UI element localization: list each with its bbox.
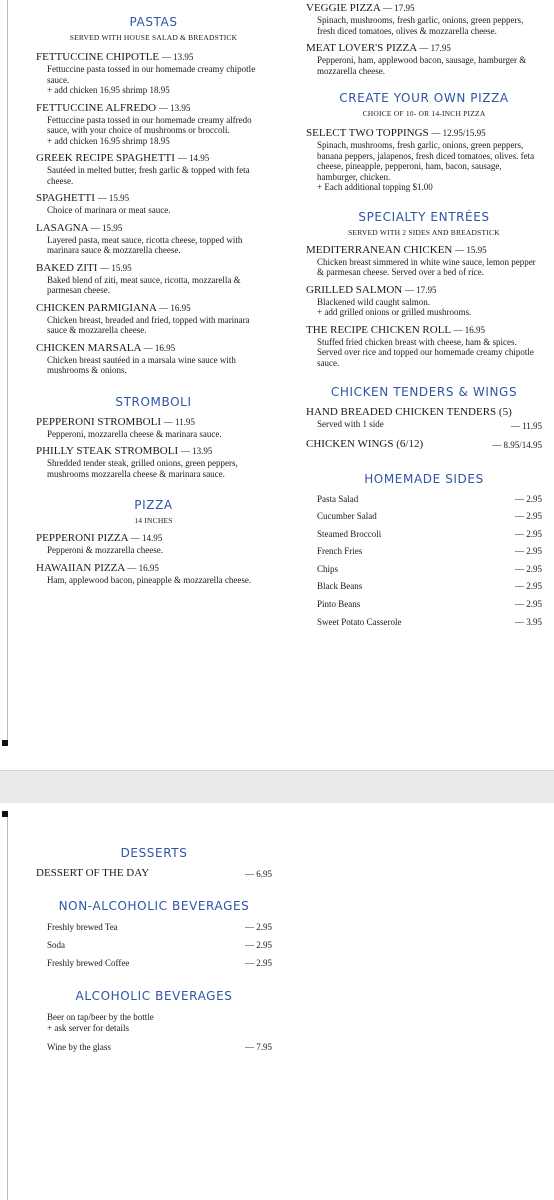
item-price: — 13.95 <box>158 102 191 113</box>
item-price: — 13.95 <box>180 446 213 456</box>
menu-item <box>36 302 271 336</box>
section-pastas <box>36 14 271 376</box>
item-name: Wine by the glass <box>47 1042 111 1052</box>
item-description: Layered pasta, meat sauce, ricotta cheese, topped with marinara sauce & mozzarella cheese. <box>47 234 243 255</box>
item-addon: + add grilled onions or grilled mushrooms. <box>317 307 472 317</box>
side-item <box>306 543 542 561</box>
item-name: Freshly brewed Coffee <box>47 958 130 968</box>
beverage-item <box>36 1038 272 1056</box>
item-name: Pinto Beans <box>317 599 361 610</box>
item-name: MEDITERRANEAN CHICKEN <box>306 243 453 256</box>
section-title: PIZZA <box>134 498 173 512</box>
item-price: — 17.95 <box>419 43 451 53</box>
menu-item <box>306 284 542 318</box>
menu-item <box>36 867 272 880</box>
item-price: — 6.95 <box>245 869 272 879</box>
section-desserts <box>36 845 272 880</box>
item-name: PHILLY STEAK STROMBOLI <box>36 445 179 457</box>
side-item <box>306 578 542 596</box>
item-description: Served with 1 side <box>317 419 384 429</box>
item-name: SELECT TWO TOPPINGS <box>306 127 429 139</box>
item-description: Fettuccine pasta tossed in our homemade creamy alfredo sauce, with your choice of mushrooms or broccoli. <box>47 114 252 135</box>
item-price: — 11.95 <box>163 416 195 427</box>
side-item <box>306 491 542 509</box>
section-stromboli <box>36 394 271 480</box>
menu-item <box>306 127 542 193</box>
section-title: CREATE YOUR OWN PIZZA <box>339 91 509 105</box>
section-specialty-entrees <box>306 209 542 369</box>
menu-item <box>306 42 542 76</box>
item-name: GREEK RECIPE SPAGHETTI <box>36 152 175 164</box>
item-description: Baked blend of ziti, meat sauce, ricotta, mozzarella & parmesan cheese. <box>47 274 241 295</box>
section-title: NON-ALCOHOLIC BEVERAGES <box>58 899 250 913</box>
item-description: Choice of marinara or meat sauce. <box>47 205 171 215</box>
section-homemade-sides <box>306 471 542 632</box>
item-description: Pepperoni & mozzarella cheese. <box>47 545 163 555</box>
section-title: PASTAS <box>129 15 178 29</box>
section-title: HOMEMADE SIDES <box>364 471 484 486</box>
menu-item <box>306 244 542 278</box>
item-description: Ham, applewood bacon, pineapple & mozzarella cheese. <box>47 574 252 585</box>
item-description: Chicken breast, breaded and fried, topped with marinara sauce & mozzarella cheese. <box>47 314 250 335</box>
left-column <box>36 14 271 585</box>
menu-item <box>36 152 271 186</box>
section-subtitle: 14 INCHES <box>134 516 173 525</box>
item-name: GRILLED SALMON <box>306 283 403 296</box>
item-description: Spinach, mushrooms, fresh garlic, onions, green peppers, fresh diced tomatoes, olives & mozzarella cheese. <box>317 15 524 36</box>
item-price: — 2.95 <box>515 599 542 610</box>
menu-item <box>36 445 271 479</box>
item-price: — 2.95 <box>515 563 542 574</box>
item-name: Pasta Salad <box>317 493 359 504</box>
item-name: LASAGNA <box>36 221 88 234</box>
section-title: CHICKEN TENDERS & WINGS <box>330 385 518 399</box>
menu-item <box>36 102 271 147</box>
item-price: — 16.95 <box>159 302 191 313</box>
item-price: — 14.95 <box>177 153 210 163</box>
item-name: PEPPERONI STROMBOLI <box>36 415 161 428</box>
page-margin-line <box>7 817 8 1200</box>
item-name: Freshly brewed Tea <box>47 922 118 932</box>
section-subtitle: SERVED WITH 2 SIDES AND BREADSTICK <box>348 227 500 237</box>
page-resize-handle[interactable] <box>2 740 8 746</box>
item-name: MEAT LOVER'S PIZZA <box>306 42 417 54</box>
item-price: — 15.95 <box>100 262 132 273</box>
item-addon: + add chicken 16.95 shrimp 18.95 <box>47 135 170 146</box>
beverage-item <box>36 918 272 936</box>
side-item <box>306 561 542 579</box>
menu-item <box>36 532 271 556</box>
item-addon: + Each additional topping $1.00 <box>317 182 433 192</box>
item-price: — 17.95 <box>383 3 415 13</box>
section-chicken-tenders-wings <box>306 384 542 451</box>
section-title: STROMBOLI <box>115 394 192 409</box>
menu-item <box>306 2 542 36</box>
item-price: — 2.95 <box>245 922 272 932</box>
section-title: ALCOHOLIC BEVERAGES <box>75 989 233 1003</box>
item-price: — 2.95 <box>245 940 272 950</box>
item-description: Chicken breast sautéed in a marsala wine sauce with mushrooms & onions. <box>47 354 236 375</box>
side-item <box>306 508 542 526</box>
menu-item <box>306 438 542 451</box>
menu-item <box>36 192 271 216</box>
section-non-alcoholic-beverages <box>36 898 272 972</box>
item-name: DESSERT OF THE DAY <box>36 867 150 879</box>
item-name: CHICKEN WINGS (6/12) <box>306 437 424 450</box>
menu-page-2 <box>0 803 554 1200</box>
item-description: Spinach, mushrooms, fresh garlic, onions, green peppers, banana peppers, jalapenos, fresh diced tomatoes, olives. feta cheese, pineapple, pepperoni, ham, bacon, sausage, hamburger, chicken. <box>317 140 535 182</box>
item-price: — 12.95/15.95 <box>431 128 486 138</box>
item-description: Blackened wild caught salmon. <box>317 296 430 307</box>
item-description: Stuffed fried chicken breast with cheese, ham & spices. Served over rice and topped our homemade creamy chipotle sauce. <box>317 336 534 368</box>
section-subtitle: SERVED WITH HOUSE SALAD & BREADSTICK <box>69 33 238 42</box>
item-name: French Fries <box>317 546 363 557</box>
menu-item <box>36 562 271 586</box>
section-title: SPECIALTY ENTRÉES <box>358 209 490 224</box>
item-price: — 8.95/14.95 <box>492 439 542 450</box>
item-name: Steamed Broccoli <box>317 528 382 539</box>
page-separator <box>0 770 554 804</box>
item-price: — 15.95 <box>90 222 123 233</box>
item-name: Cucumber Salad <box>317 511 377 522</box>
item-price: — 2.95 <box>515 511 542 522</box>
item-price: — 7.95 <box>245 1042 272 1052</box>
item-price: — 2.95 <box>515 546 542 557</box>
item-name: CHICKEN MARSALA <box>36 341 141 354</box>
item-name: HAWAIIAN PIZZA <box>36 561 125 574</box>
item-price: — 17.95 <box>405 284 437 295</box>
item-name: VEGGIE PIZZA <box>306 2 381 14</box>
item-name: SPAGHETTI <box>36 192 95 204</box>
item-price: — 16.95 <box>453 324 485 335</box>
side-item <box>306 526 542 544</box>
menu-item <box>36 262 271 296</box>
item-price: — 15.95 <box>97 193 130 203</box>
item-price: — 3.95 <box>515 616 542 627</box>
menu-item <box>306 324 542 369</box>
beverage-item <box>36 936 272 954</box>
item-name: FETTUCCINE CHIPOTLE <box>36 51 160 63</box>
item-price: — 16.95 <box>127 562 159 573</box>
item-price: — 13.95 <box>161 52 194 62</box>
item-description: Pepperoni, ham, applewood bacon, sausage, hamburger & mozzarella cheese. <box>317 55 527 76</box>
menu-item <box>306 406 542 430</box>
item-description: Pepperoni, mozzarella cheese & marinara sauce. <box>47 428 222 439</box>
item-note: + ask server for details <box>47 1023 130 1033</box>
item-name: PEPPERONI PIZZA <box>36 532 128 544</box>
item-name: Soda <box>47 940 65 950</box>
item-price: — 2.95 <box>515 581 542 592</box>
item-name: HAND BREADED CHICKEN TENDERS (5) <box>306 406 512 418</box>
item-description: Chicken breast simmered in white wine sauce, lemon pepper & parmesan cheese. Served over a bed of rice. <box>317 256 536 277</box>
item-price: — 14.95 <box>130 533 163 543</box>
item-name: FETTUCCINE ALFREDO <box>36 101 157 114</box>
menu-item <box>36 222 271 256</box>
beverage-item <box>36 1012 272 1034</box>
item-price: — 2.95 <box>515 528 542 539</box>
right-column <box>306 0 542 631</box>
side-item <box>306 614 542 632</box>
menu-item <box>36 416 271 440</box>
beverage-item <box>36 954 272 972</box>
page2-column <box>36 845 272 1056</box>
item-price: — 2.95 <box>515 493 542 504</box>
item-description: Sautéed in melted butter, fresh garlic & topped with feta cheese. <box>47 165 250 186</box>
side-item <box>306 596 542 614</box>
section-subtitle: CHOICE OF 10- OR 14-INCH PIZZA <box>362 109 486 118</box>
section-pizza-continued <box>306 2 542 76</box>
section-create-pizza <box>306 90 542 193</box>
section-pizza <box>36 497 271 585</box>
menu-item <box>36 51 271 96</box>
section-title: DESSERTS <box>120 846 188 860</box>
item-description: Fettuccine pasta tossed in our homemade creamy chipotle sauce. <box>47 64 256 85</box>
item-name: Sweet Potato Casserole <box>317 616 402 627</box>
item-name: THE RECIPE CHICKEN ROLL <box>306 323 451 336</box>
item-name: CHICKEN PARMIGIANA <box>36 301 157 314</box>
item-addon: + add chicken 16.95 shrimp 18.95 <box>47 85 170 95</box>
item-price: — 2.95 <box>245 958 272 968</box>
item-name: Chips <box>317 563 339 574</box>
item-price: — 11.95 <box>510 421 542 431</box>
item-name: Beer on tap/beer by the bottle <box>47 1012 154 1022</box>
item-description: Shredded tender steak, grilled onions, green peppers, mushrooms mozzarella cheese & marinara sauce. <box>47 458 238 479</box>
item-name: BAKED ZITI <box>36 261 98 274</box>
section-alcoholic-beverages <box>36 988 272 1056</box>
menu-item <box>36 342 271 376</box>
item-price: — 16.95 <box>143 342 176 353</box>
item-name: Black Beans <box>317 581 363 592</box>
item-price: — 15.95 <box>455 244 487 255</box>
page-margin-line <box>7 0 8 740</box>
